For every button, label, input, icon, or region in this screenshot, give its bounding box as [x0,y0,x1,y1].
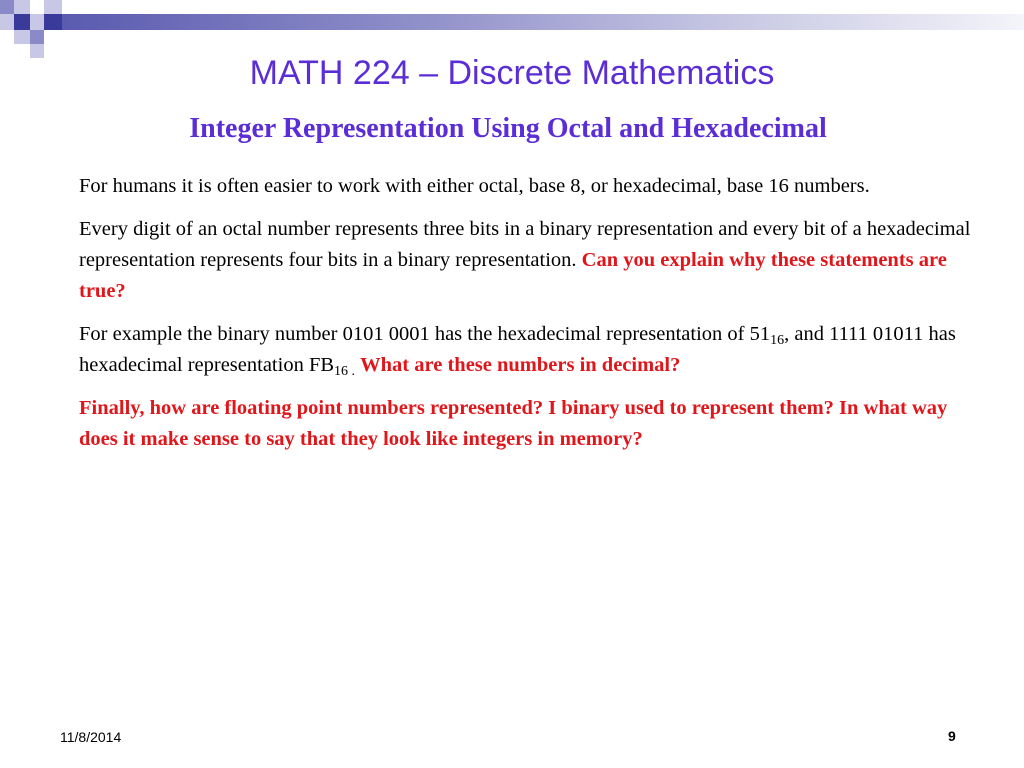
page-number: 9 [948,728,956,744]
paragraph-3 [79,319,979,381]
subscript-base-1: 16 [770,333,785,348]
header-gradient-bar [62,14,1024,30]
slide-title: MATH 224 – Discrete Mathematics [249,54,775,92]
footer-date: 11/8/2014 [60,729,122,745]
paragraph-2-question: Can you explain why these statements are true? [79,249,947,302]
paragraph-3-text-b: , and 1111 01011 has hexadecimal representation FB [79,323,956,376]
subscript-base-2: 16 . [334,364,356,379]
paragraph-3-text-a: For example the binary number 0101 0001 has the hexadecimal representation of 51 [79,323,771,345]
paragraph-3-question: What are these numbers in decimal? [360,354,681,376]
paragraph-4-question: Finally, how are floating point numbers represented? I binary used to represent them? In what way does it make sense to say that they look like integers in memory? [79,397,948,450]
paragraph-2 [79,214,979,307]
paragraph-1: For humans it is often easier to work with either octal, base 8, or hexadecimal, base 16 numbers. [79,175,870,197]
paragraph-2-text: Every digit of an octal number represents three bits in a binary representation and every bit of a hexadecimal representation represents four bits in a binary representation. [79,218,971,271]
slide-subtitle: Integer Representation Using Octal and Hexadecimal [189,113,827,144]
slide-body [79,171,979,467]
